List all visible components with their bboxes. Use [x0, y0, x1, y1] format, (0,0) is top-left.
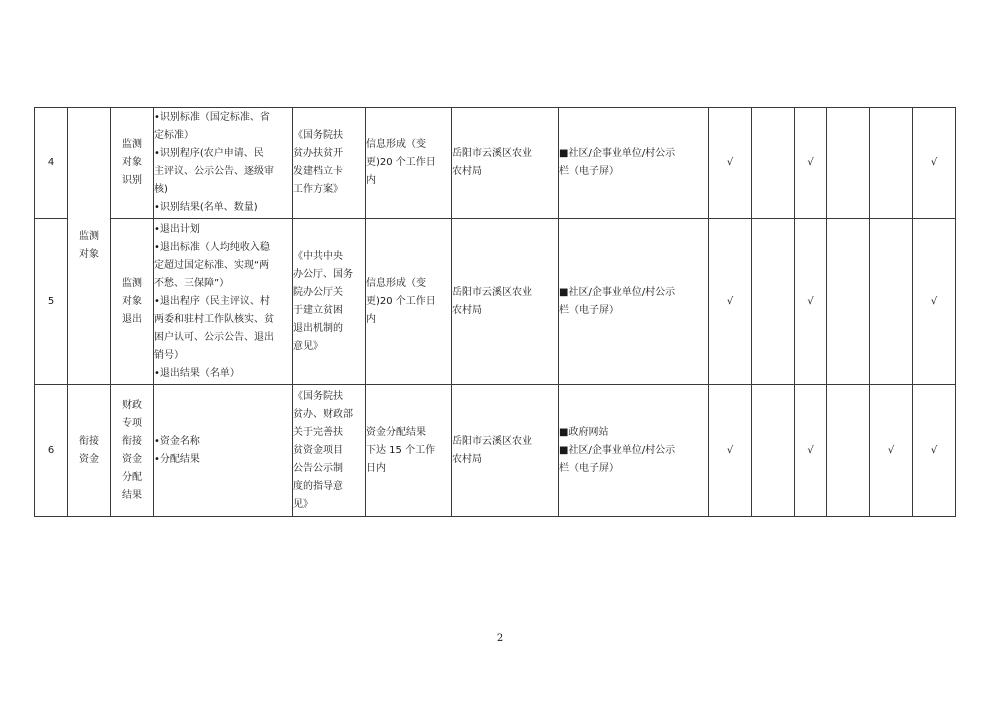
channel-cell: ■社区/企事业单位/村公示 栏（电子屏） [559, 219, 709, 385]
check-cell [752, 108, 795, 219]
page-number: 2 [496, 633, 504, 644]
check-cell [752, 385, 795, 517]
row-number: 4 [35, 108, 68, 219]
row-number: 6 [35, 385, 68, 517]
subitem-cell: 监测 对象 退出 [111, 219, 154, 385]
channel-cell: ■政府网站 ■社区/企事业单位/村公示 栏（电子屏） [559, 385, 709, 517]
row-number: 5 [35, 219, 68, 385]
subitem-cell: 财政 专项 衔接 资金 分配 结果 [111, 385, 154, 517]
check-cell: √ [913, 219, 956, 385]
disclosure-table [34, 107, 956, 517]
check-cell: √ [795, 108, 827, 219]
check-cell [870, 219, 913, 385]
basis-cell: 《国务院扶 贫办扶贫开 发建档立卡 工作方案》 [293, 108, 366, 219]
content-cell: •退出计划 •退出标准（人均纯收入稳 定超过国定标准、实现“两 不愁、三保障”） •退出程序（民主评议、村 两委和驻村工作队核实、贫 困户认可、公示公告、退出 销号） •退出结果（名单） [154, 219, 293, 385]
check-cell: √ [709, 385, 752, 517]
item-cell: 衔接 资金 [68, 385, 111, 517]
check-cell: √ [913, 108, 956, 219]
check-cell: √ [795, 385, 827, 517]
check-cell: √ [709, 219, 752, 385]
basis-cell: 《国务院扶 贫办、财政部 关于完善扶 贫资金项目 公告公示制 度的指导意 见》 [293, 385, 366, 517]
subject-cell: 岳阳市云溪区农业 农村局 [452, 219, 559, 385]
item-cell: 监测 对象 [68, 108, 111, 385]
check-cell [870, 108, 913, 219]
time-limit-cell: 信息形成（变 更)20 个工作日 内 [366, 108, 452, 219]
check-cell [827, 385, 870, 517]
table-row [35, 108, 956, 219]
basis-cell: 《中共中央 办公厅、国务 院办公厅关 于建立贫困 退出机制的 意见》 [293, 219, 366, 385]
subitem-cell: 监测 对象 识别 [111, 108, 154, 219]
check-cell: √ [913, 385, 956, 517]
check-cell: √ [870, 385, 913, 517]
channel-cell: ■社区/企事业单位/村公示 栏（电子屏） [559, 108, 709, 219]
subject-cell: 岳阳市云溪区农业 农村局 [452, 385, 559, 517]
content-cell: •资金名称 •分配结果 [154, 385, 293, 517]
check-cell: √ [709, 108, 752, 219]
check-cell [827, 108, 870, 219]
content-cell: •识别标准（国定标准、省 定标准） •识别程序(农户申请、民 主评议、公示公告、逐级审 核) •识别结果(名单、数量) [154, 108, 293, 219]
check-cell [827, 219, 870, 385]
table-row [35, 219, 956, 385]
subject-cell: 岳阳市云溪区农业 农村局 [452, 108, 559, 219]
check-cell [752, 219, 795, 385]
time-limit-cell: 信息形成（变 更)20 个工作日 内 [366, 219, 452, 385]
check-cell: √ [795, 219, 827, 385]
time-limit-cell: 资金分配结果 下达 15 个工作 日内 [366, 385, 452, 517]
table-row [35, 385, 956, 517]
